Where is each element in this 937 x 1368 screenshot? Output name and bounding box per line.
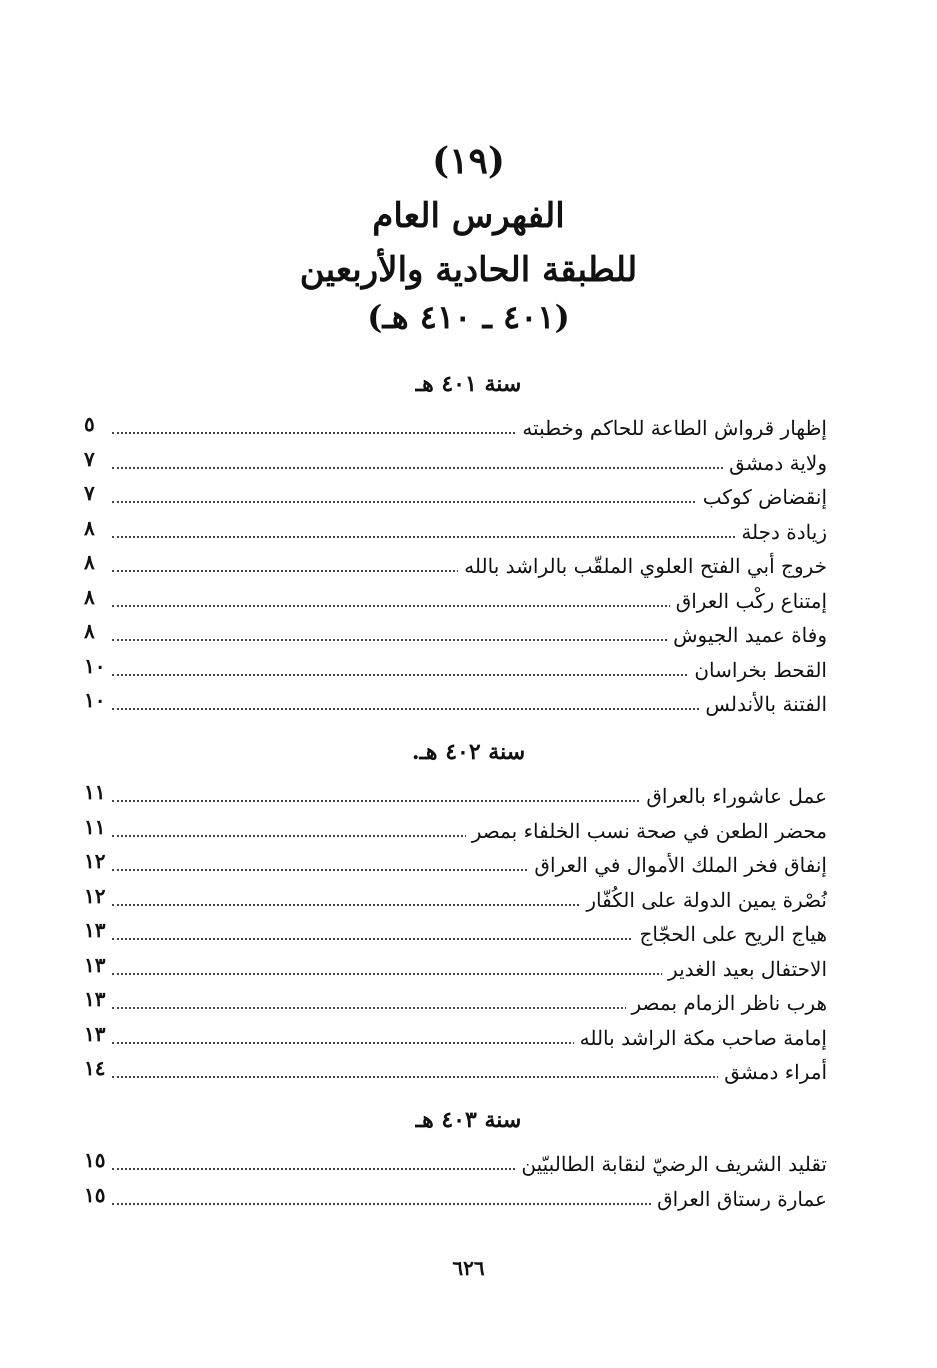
entry-page-number: ١٠ [84,688,111,712]
entry-title: إمتناع ركْب العراق [670,589,827,613]
toc-entry [0,688,937,723]
dot-leader [112,536,827,538]
entry-page-number: ١٥ [84,1183,111,1207]
entry-page-number: ١٣ [84,953,111,977]
toc-entry [0,918,937,953]
toc-entry [0,849,937,884]
entry-page-number: ٨ [84,619,101,643]
toc-entry [0,654,937,689]
entry-title: الفتنة بالأندلس [699,692,827,716]
entry-page-number: ١٤ [84,1056,111,1080]
entry-title: عمل عاشوراء بالعراق [640,784,827,808]
toc-entry [0,884,937,919]
entry-title: إمامة صاحب مكة الراشد بالله [574,1026,827,1050]
toc-entry [0,815,937,850]
entry-title: محضر الطعن في صحة نسب الخلفاء بمصر [466,819,827,843]
year-heading: سنة ٤٠٣ هـ [415,1107,522,1133]
toc-entry [0,619,937,654]
entry-page-number: ١٣ [84,1022,111,1046]
year-section-401 [0,366,937,723]
page-number: ٦٢٦ [452,1256,485,1280]
entry-page-number: ١١ [84,780,111,804]
entry-title: إنقضاض كوكب [697,485,827,509]
entry-page-number: ٨ [84,585,101,609]
entry-title: نُصْرة يمين الدولة على الكُفّار [580,888,827,912]
toc-entry [0,1148,937,1183]
toc-entry [0,780,937,815]
entry-page-number: ١٢ [84,849,111,873]
entry-title: هرب ناظر الزمام بمصر [626,991,827,1015]
toc-entry [0,516,937,551]
entry-page-number: ١٢ [84,884,111,908]
entry-title: خروج أبي الفتح العلوي الملقّب بالراشد بالله [458,554,827,578]
toc-entry [0,481,937,516]
entry-page-number: ١٥ [84,1148,111,1172]
entry-page-number: ٨ [84,516,101,540]
entry-title: عمارة رستاق العراق [651,1187,827,1211]
entry-title: تقليد الشريف الرضيّ لنقابة الطالبيّين [515,1152,827,1176]
toc-entry [0,412,937,447]
entry-page-number: ١٠ [84,654,111,678]
entry-title: ولاية دمشق [723,451,827,475]
toc-entry [0,1022,937,1057]
year-heading: سنة ٤٠١ هـ [415,371,522,397]
dot-leader [112,467,827,469]
entry-page-number: ١١ [84,815,111,839]
toc-entry [0,987,937,1022]
toc-entry [0,1056,937,1091]
entry-page-number: ٨ [84,550,101,574]
chapter-number: (١٩) [432,140,505,182]
entry-page-number: ٧ [84,447,101,471]
year-heading: سنة ٤٠٢ هـ. [411,739,526,765]
entry-title: القحط بخراسان [688,658,827,682]
toc-entry [0,585,937,620]
entry-title: وفاة عميد الجيوش [667,623,827,647]
entry-title: الاحتفال بعيد الغدير [662,957,827,981]
entry-title: هياج الريح على الحجّاج [633,922,827,946]
entry-page-number: ٧ [84,481,101,505]
index-subtitle: للطبقة الحادية والأربعين [299,250,638,290]
entry-title: زيادة دجلة [735,520,827,544]
entry-page-number: ٥ [84,412,101,436]
toc-entry [0,447,937,482]
year-section-402 [0,734,937,1091]
toc-entry [0,1183,937,1218]
entry-title: إظهار قرواش الطاعة للحاكم وخطبته [516,416,827,440]
entry-page-number: ١٣ [84,918,111,942]
year-range: (٤٠١ ـ ٤١٠ هـ) [367,298,570,336]
entry-title: إنفاق فخر الملك الأموال في العراق [528,853,827,877]
year-section-403 [0,1102,937,1217]
entry-page-number: ١٣ [84,987,111,1011]
toc-entry [0,953,937,988]
entry-title: أمراء دمشق [718,1060,827,1084]
index-title: الفهرس العام [372,196,565,236]
toc-entry [0,550,937,585]
